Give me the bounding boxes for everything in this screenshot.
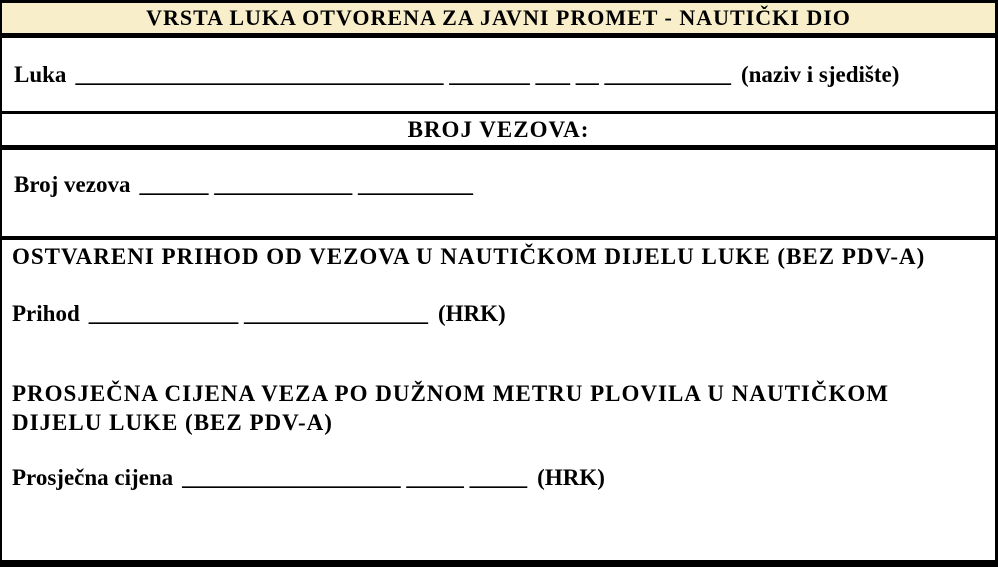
form-title: VRSTA LUKA OTVORENA ZA JAVNI PROMET - NAUTIČKI DIO [146, 5, 851, 30]
prosjecna-label: Prosječna cijena [12, 465, 174, 490]
luka-fill-line[interactable]: ________________________________ _______ ___ __ ___________ [75, 61, 731, 87]
prihod-field-row [12, 301, 983, 327]
prihod-fill-line[interactable]: _____________ ________________ [88, 301, 428, 326]
luka-hint-label: (naziv i sjedište) [740, 61, 900, 87]
prosjecna-fill-line[interactable]: ___________________ _____ _____ [182, 465, 528, 490]
prihod-prosjecna-section [2, 240, 995, 560]
luka-row [2, 38, 995, 114]
prihod-label: Prihod [12, 301, 80, 326]
prosjecna-heading-line2: DIJELU LUKE (BEZ PDV-A) [12, 410, 333, 435]
prihod-section-heading [12, 242, 983, 271]
form-title-bar [2, 3, 995, 38]
broj-vezova-row [2, 150, 995, 240]
luka-label: Luka [14, 61, 67, 87]
prosjecna-section-heading [12, 379, 983, 437]
broj-vezova-fill-line[interactable]: ______ ____________ __________ [139, 172, 473, 197]
broj-vezova-header-row [2, 114, 995, 150]
prosjecna-unit-label: (HRK) [537, 465, 605, 490]
prosjecna-field-row [12, 465, 983, 491]
prosjecna-heading-line1: PROSJEČNA CIJENA VEZA PO DUŽNOM METRU PLOVILA U NAUTIČKOM [12, 381, 889, 406]
prihod-unit-label: (HRK) [437, 301, 506, 326]
broj-vezova-header: BROJ VEZOVA: [407, 116, 590, 142]
prihod-heading-text: OSTVARENI PRIHOD OD VEZOVA U NAUTIČKOM DIJELU LUKE (BEZ PDV-A) [12, 244, 926, 269]
broj-vezova-label: Broj vezova [14, 172, 131, 197]
